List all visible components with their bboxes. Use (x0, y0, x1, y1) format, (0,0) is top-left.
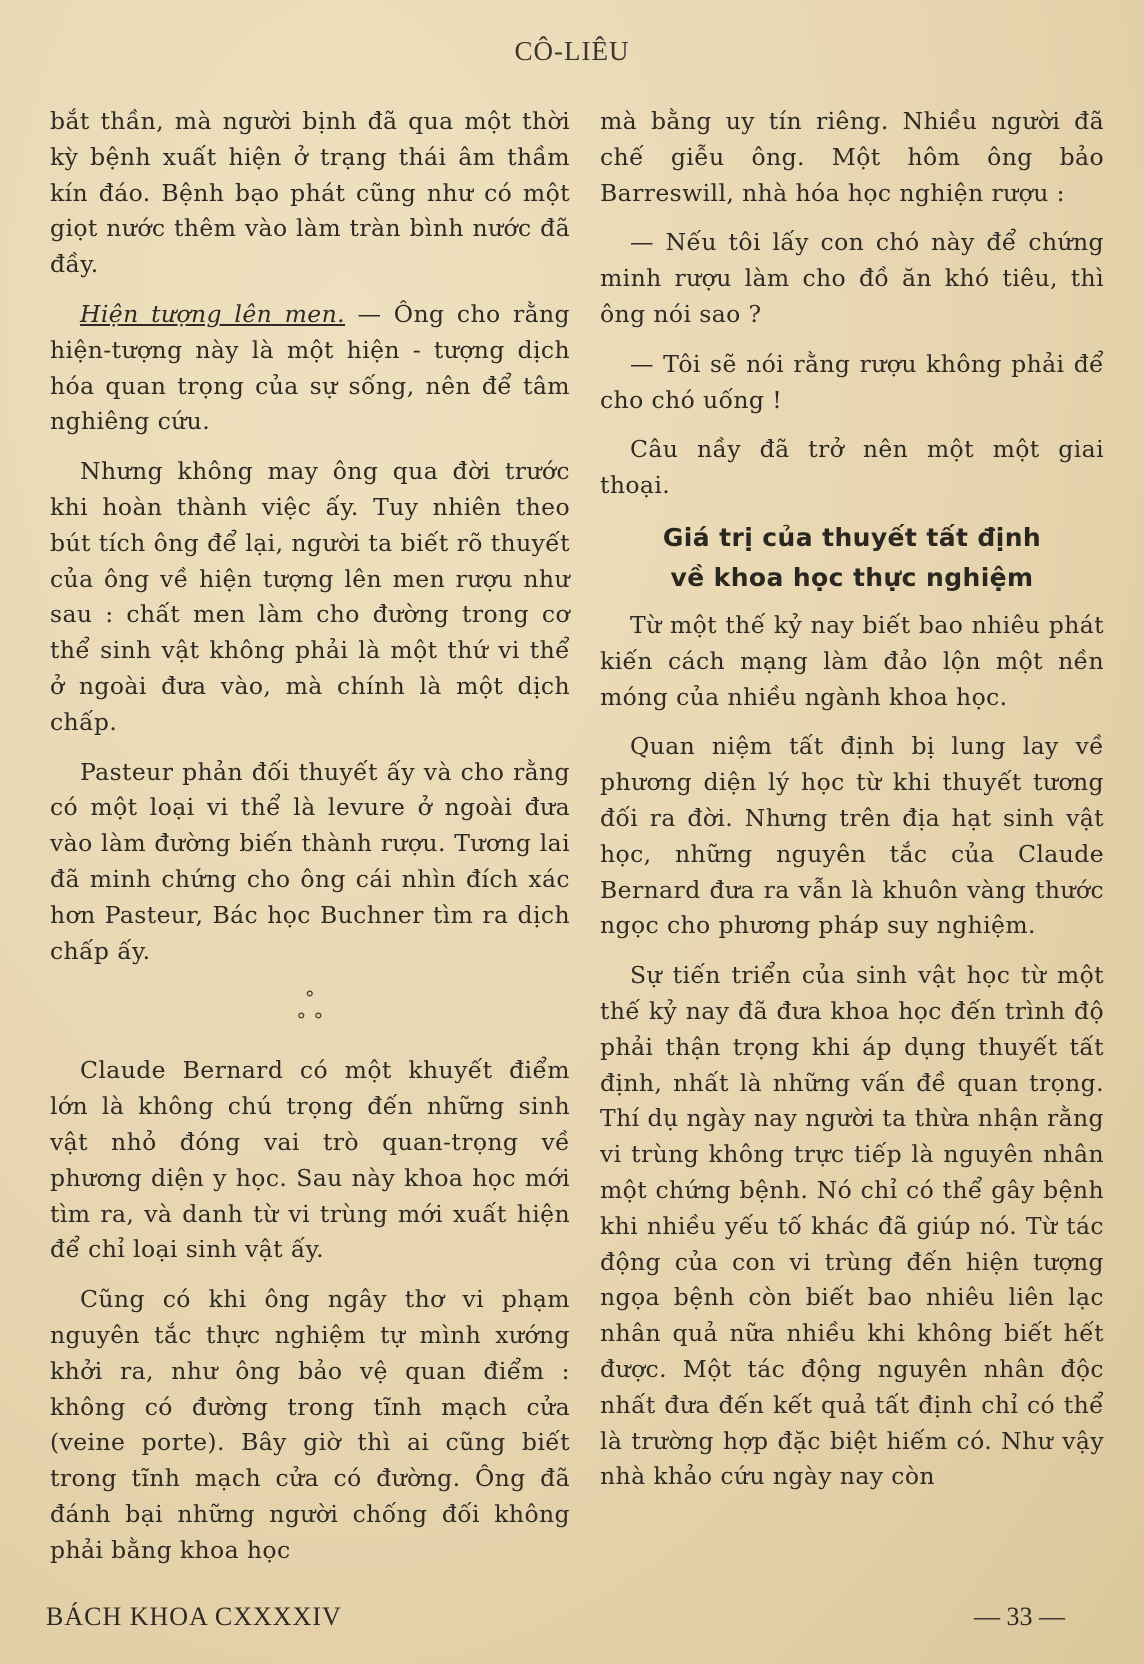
paragraph: Nhưng không may ông qua đời trước khi hoàn thành việc ấy. Tuy nhiên theo bút tích ông để lại, người ta biết rõ thuyết của ông về hiện tượng lên men rượu như sau : chất men làm cho đường trong cơ thể sinh vật không phải là một thứ vi thể ở ngoài đưa vào, mà chính là một dịch chấp. (50, 457, 570, 736)
paragraph: mà bằng uy tín riêng. Nhiều người đã chế giễu ông. Một hôm ông bảo Barreswill, nhà hóa học nghiện rượu : (600, 107, 1104, 207)
paragraph-body: — Ông cho rằng hiện-tượng này là một hiện - tượng dịch hóa quan trọng của sự sống, nên để tâm nghiêng cứu. (50, 299, 570, 436)
inline-subheading: Hiện tượng lên men. (80, 299, 346, 328)
paragraph: Pasteur phản đối thuyết ấy và cho rằng có một loại vi thể là levure ở ngoài đưa vào làm đường biến thành rượu. Tương lai đã minh chứng cho ông cái nhìn đích xác hơn Pasteur, Bác học Buchner tìm ra dịch chấp ấy. (50, 757, 570, 965)
paragraph: Từ một thế kỷ nay biết bao nhiêu phát kiến cách mạng làm đảo lộn một nền móng của nhiều ngành khoa học. (600, 610, 1104, 711)
running-header: CÔ-LIÊU (514, 36, 630, 66)
footer-publication: BÁCH KHOA CXXXXIV (46, 1602, 342, 1631)
paragraph: Cũng có khi ông ngây thơ vi phạm nguyên tắc thực nghiệm tự mình xướng khởi ra, như ông bảo vệ quan điểm : không có đường trong tĩnh mạch cửa (veine porte). Bây giờ thì ai cũng biết trong tĩnh mạch cửa có đường. Ông đã đánh bại những người chống đối không phải bằng khoa học (50, 1285, 570, 1564)
paragraph: Sự tiến triển của sinh vật học từ một thế kỷ nay đã đưa khoa học đến trình độ phải thận trọng khi áp dụng thuyết tất định, nhất là những vấn đề quan trọng. Thí dụ ngày nay người ta thừa nhận rằng vi trùng không trực tiếp là nguyên nhân một chứng bệnh. Nó chỉ có thể gây bệnh khi nhiều yếu tố khác đã giúp nó. Từ tác động của con vi trùng đến hiện tượng ngọa bệnh còn biết bao nhiêu liên lạc nhân quả nữa nhiều khi không biết hết được. Một tác động nguyên nhân độc nhất đưa đến kết quả tất định chỉ có thể là trường hợp đặc biệt hiếm có. Như vậy nhà khảo cứu ngày nay còn (600, 961, 1104, 1491)
paragraph-fermentation (50, 297, 570, 440)
right-column (600, 104, 1104, 1509)
section-heading-line: về khoa học thực nghiệm (670, 562, 1034, 592)
page-number: — 33 — (974, 1602, 1065, 1631)
paragraph: Câu nầy đã trở nên một một giai thoại. (600, 435, 1104, 500)
left-column (50, 104, 570, 1582)
dialogue-line: — Nếu tôi lấy con chó này để chứng minh rượu làm cho đồ ăn khó tiêu, thì ông nói sao ? (600, 228, 1104, 328)
dialogue-line: — Tôi sẽ nói rằng rượu không phải để cho chó uống ! (600, 349, 1104, 414)
paragraph: Claude Bernard có một khuyết điểm lớn là không chú trọng đến những sinh vật nhỏ đóng vai trò quan-trọng về phương diện y học. Sau này khoa học mới tìm ra, và danh từ vi trùng mới xuất hiện để chỉ loại sinh vật ấy. (50, 1056, 570, 1264)
section-heading (600, 518, 1104, 598)
section-separator: ° ° ° (296, 986, 324, 1033)
paragraph: Quan niệm tất định bị lung lay về phương diện lý học từ khi thuyết tương đối ra đời. Nhưng trên địa hạt sinh vật học, những nguyên tắc của Claude Bernard đưa ra vẫn là khuôn vàng thước ngọc cho phương pháp suy nghiệm. (600, 732, 1104, 940)
section-heading-line: Giá trị của thuyết tất định (662, 522, 1042, 552)
paragraph: bắt thần, mà người bịnh đã qua một thời kỳ bệnh xuất hiện ở trạng thái âm thầm kín đáo. Bệnh bạo phát cũng như có một giọt nước thêm vào làm tràn bình nước đã đầy. (50, 107, 570, 279)
